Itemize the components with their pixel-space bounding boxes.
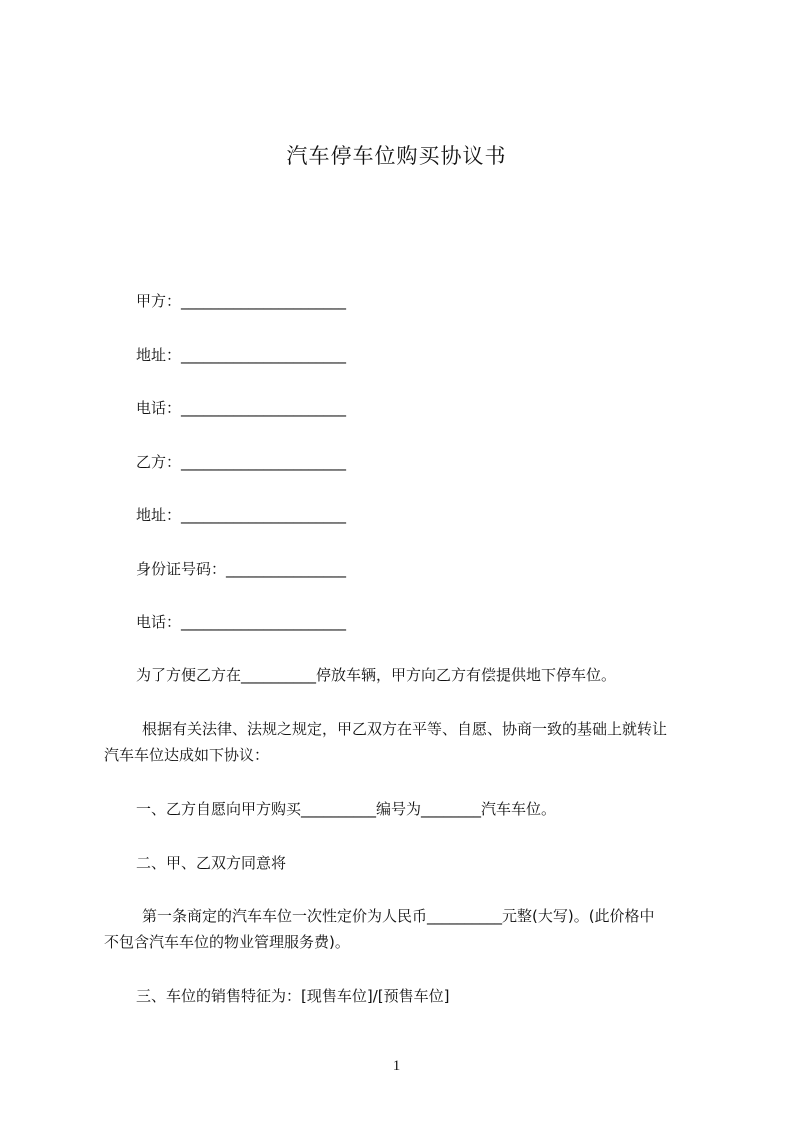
article-one-line1: 第一条商定的汽车车位一次性定价为人民币__________元整(大写)。(此价格中 <box>142 907 655 925</box>
party-b-phone-blank: ______________________ <box>181 613 347 631</box>
party-b-name-label: 乙方： <box>136 453 182 471</box>
intro-paragraph: 为了方便乙方在__________停放车辆，甲方向乙方有偿提供地下停车位。 <box>136 666 617 684</box>
clause-two: 二、甲、乙双方同意将 <box>136 854 287 872</box>
party-b-address-label: 地址： <box>136 506 182 524</box>
party-a-phone-blank: ______________________ <box>181 399 347 417</box>
party-b-name-blank: ______________________ <box>181 453 347 471</box>
party-a-address-blank: ______________________ <box>181 346 347 364</box>
party-b-phone-field <box>136 612 346 632</box>
clause-one: 一、乙方自愿向甲方购买__________编号为________汽车车位。 <box>136 800 557 818</box>
party-b-id-field <box>136 559 346 579</box>
party-a-name-field <box>136 291 346 311</box>
party-a-phone-field <box>136 398 346 418</box>
party-b-address-field <box>136 505 346 525</box>
document-title: 汽车停车位购买协议书 <box>286 144 507 168</box>
party-a-address-label: 地址： <box>136 346 182 364</box>
party-a-phone-label: 电话： <box>136 399 182 417</box>
party-a-name-label: 甲方： <box>136 292 182 310</box>
basis-paragraph-line2: 汽车车位达成如下协议： <box>104 746 270 764</box>
party-b-address-blank: ______________________ <box>181 506 347 524</box>
party-a-name-blank: ______________________ <box>181 292 347 310</box>
party-b-id-label: 身份证号码： <box>136 560 227 578</box>
party-b-phone-label: 电话： <box>136 613 182 631</box>
basis-paragraph-line1: 根据有关法律、法规之规定，甲乙双方在平等、自愿、协商一致的基础上就转让 <box>142 720 668 738</box>
page-number: 1 <box>392 1058 401 1074</box>
clause-three: 三、车位的销售特征为：[现售车位]/[预售车位] <box>136 987 450 1005</box>
party-b-name-field <box>136 452 346 472</box>
party-a-address-field <box>136 345 346 365</box>
article-one-line2: 不包含汽车车位的物业管理服务费)。 <box>104 933 350 951</box>
party-b-id-blank: ________________ <box>226 560 347 578</box>
